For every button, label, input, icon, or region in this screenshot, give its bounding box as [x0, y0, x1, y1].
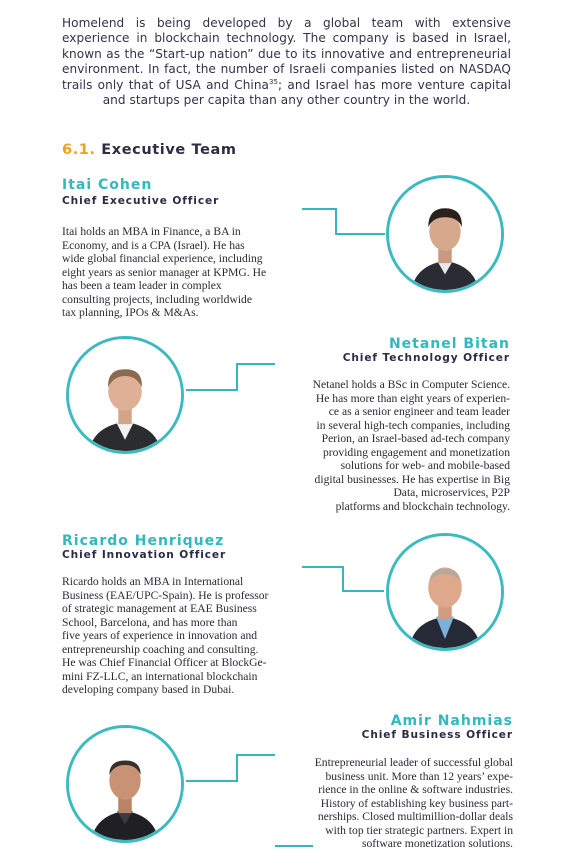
member-role: Chief Business Officer — [361, 729, 513, 741]
bio-line: with top tier strategic partners. Expert in — [325, 823, 513, 837]
connector-line — [342, 590, 384, 592]
member-bio — [265, 378, 510, 513]
bio-line: ce as a senior engineer and team leader — [328, 405, 510, 418]
bio-line: Itai holds an MBA in Finance, a BA in — [62, 225, 241, 238]
connector-line — [302, 566, 344, 568]
bio-line: School, Barcelona, and has more than — [62, 615, 238, 629]
member-name: Ricardo Henriquez — [62, 533, 225, 549]
person-avatar-icon — [389, 536, 501, 648]
bio-line: software monetization solutions. — [361, 837, 513, 850]
intro-text: Homelend is being developed by a global team with extensive experience in blockchain technology. The company is based in Israel, known as the “Start-up nation” due to its innovative and entrepreneurial environment. In fact, the number of Israeli companies listed on NASDAQ trails only that of USA and China — [62, 16, 511, 92]
connector-line — [236, 754, 275, 756]
bio-line: platforms and blockchain technology. — [335, 499, 510, 513]
member-role: Chief Technology Officer — [342, 352, 510, 364]
bio-line: digital businesses. He has expertise in Big — [314, 472, 510, 486]
member-bio — [268, 756, 513, 851]
connector-line — [335, 233, 385, 235]
member-bio — [62, 225, 302, 320]
bio-line: He was Chief Financial Officer at BlockGe- — [62, 656, 267, 669]
bio-line: rience in the online & software industries. — [318, 783, 513, 796]
bio-line: business unit. More than 12 years’ expe- — [325, 769, 513, 783]
portrait-photo — [66, 725, 184, 843]
connector-line — [236, 754, 238, 782]
intro-paragraph — [62, 16, 511, 108]
connector-line — [186, 780, 238, 782]
person-avatar-icon — [389, 178, 501, 290]
bio-line: providing engagement and monetization — [322, 445, 510, 459]
footnote-ref[interactable]: 35 — [269, 77, 279, 86]
section-heading — [62, 142, 237, 158]
intro-text-continued: ; and Israel has more venture capital and startups per capita than any other country in the world. — [102, 77, 511, 108]
bio-line: five years of experience in innovation and — [62, 629, 258, 642]
bio-line: has been a team leader in complex — [62, 279, 222, 292]
bio-line: entrepreneurship coaching and consulting. — [62, 642, 259, 656]
bio-line: eight years as senior manager at KPMG. He — [62, 265, 267, 279]
member-role: Chief Innovation Officer — [62, 549, 227, 561]
bio-line: mini FZ-LLC, an international blockchain — [62, 669, 258, 683]
section-number: 6.1. — [62, 142, 96, 158]
bio-line: Ricardo holds an MBA in International — [62, 575, 244, 588]
bio-line: Data, microservices, P2P — [393, 486, 510, 499]
bio-line: Entrepreneurial leader of successful global — [314, 756, 513, 769]
member-role: Chief Executive Officer — [62, 195, 220, 207]
portrait-photo — [66, 336, 184, 454]
portrait-photo — [386, 175, 504, 293]
bio-line: History of establishing key business part- — [320, 796, 513, 810]
member-name: Netanel Bitan — [388, 336, 510, 352]
bio-line: Netanel holds a BSc in Computer Science. — [312, 378, 510, 391]
bio-line: nerships. Closed multimillion-dollar deals — [317, 810, 513, 823]
person-avatar-icon — [69, 728, 181, 840]
member-name: Amir Nahmias — [390, 713, 513, 729]
bio-line: He has more than eight years of experien- — [315, 391, 510, 405]
bio-line: solutions for web- and mobile-based — [340, 459, 510, 472]
connector-line — [335, 208, 337, 235]
bio-line: Economy, and is a CPA (Israel). He has — [62, 238, 245, 252]
bio-line: Perion, an Israel-based ad-tech company — [321, 432, 510, 445]
bio-line: in several high-tech companies, including — [316, 418, 510, 432]
bio-line: consulting projects, including worldwide — [62, 292, 252, 306]
portrait-photo — [386, 533, 504, 651]
connector-line — [236, 363, 275, 365]
bio-line: tax planning, IPOs & M&As. — [62, 306, 199, 319]
connector-line — [302, 208, 337, 210]
connector-line — [236, 363, 238, 391]
member-bio — [62, 575, 302, 697]
person-avatar-icon — [69, 339, 181, 451]
bio-line: Business (EAE/UPC-Spain). He is professor — [62, 588, 269, 602]
connector-line — [342, 566, 344, 592]
bio-line: wide global financial experience, including — [62, 252, 263, 265]
member-name: Itai Cohen — [62, 177, 153, 193]
bio-line: of strategic management at EAE Business — [62, 602, 257, 615]
bio-line: developing company based in Dubai. — [62, 683, 235, 696]
section-title: Executive Team — [101, 142, 237, 158]
connector-line — [186, 389, 238, 391]
